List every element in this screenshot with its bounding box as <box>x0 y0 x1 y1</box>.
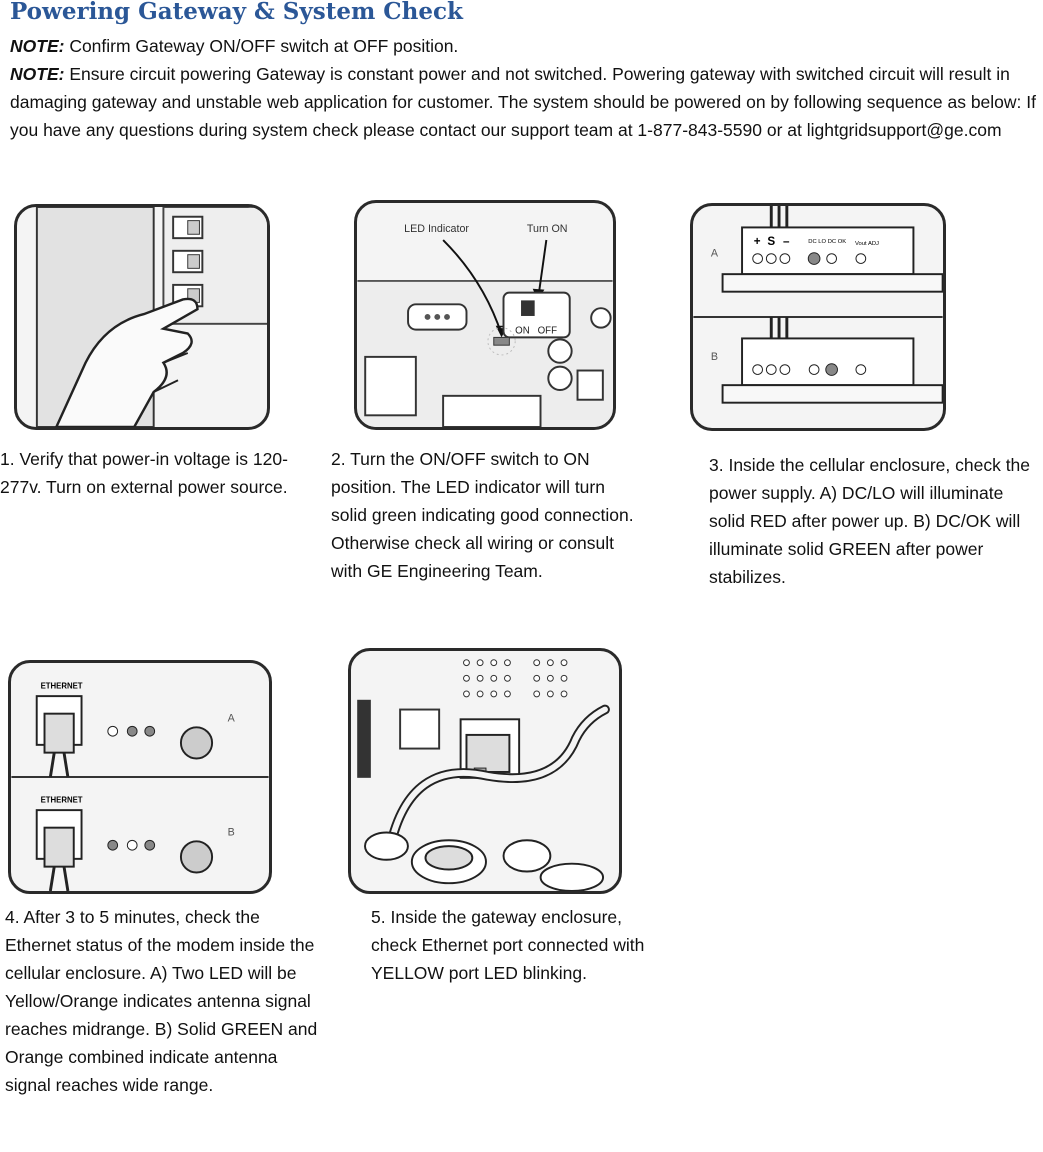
note-constant-power <box>10 60 1043 144</box>
panel-a-label: A <box>227 712 235 725</box>
ethernet-label: ETHERNET <box>40 681 83 691</box>
vout-label: Vout ADJ <box>855 240 879 247</box>
step3-caption: 3. Inside the cellular enclosure, check the power supply. A) DC/LO will illuminate solid RED after power up. B) DC/OK will illuminate solid GREEN after power stabilizes. <box>709 455 1031 587</box>
step4-caption: 4. After 3 to 5 minutes, check the Ethernet status of the modem inside the cellular enclosure. A) Two LED will be Yellow/Orange indicates antenna signal reaches midrange. B) Solid GREEN and Orange combined indicate antenna signal reaches wide range. <box>5 907 318 1095</box>
step5-caption: 5. Inside the gateway enclosure, check Ethernet port connected with YELLOW port LED blinking. <box>371 907 645 983</box>
page-title: Powering Gateway & System Check <box>10 0 463 25</box>
switch-off-label: OFF <box>537 325 558 337</box>
dcok-label: DC OK <box>827 239 847 245</box>
note-text: Ensure circuit powering Gateway is constant power and not switched. Powering gateway with switched circuit will result in damaging gateway and unstable web application for customer. The system should be powered on by following sequence as below: If you have any questions during system check please contact our support team at 1-877-843-5590 or at lightgridsupport@ge.com <box>10 64 1036 140</box>
minus-label: – <box>782 234 790 248</box>
led-indicator-label: LED Indicator <box>404 223 470 236</box>
plus-label: + <box>753 234 761 248</box>
panel-b-label: B <box>227 826 235 839</box>
step4-modem-image <box>8 660 272 894</box>
step2-gateway-board-image <box>354 200 616 430</box>
note-label: NOTE: <box>10 64 65 84</box>
panel-b-label: B <box>710 350 719 363</box>
step2-caption: 2. Turn the ON/OFF switch to ON position. The LED indicator will turn solid green indicating good connection. Otherwise check all wiring or consult with GE Engineering Team. <box>331 449 634 581</box>
note-label: NOTE: <box>10 36 65 56</box>
ethernet-label: ETHERNET <box>40 795 83 805</box>
turn-on-label: Turn ON <box>526 223 568 236</box>
step1-caption: 1. Verify that power-in voltage is 120-277v. Turn on external power source. <box>0 449 288 497</box>
step3-power-supply-image <box>690 203 946 431</box>
step5-enclosure-image <box>348 648 622 894</box>
note-off-switch <box>10 32 1043 60</box>
s-label: S <box>767 234 776 248</box>
step1-breaker-image <box>14 204 270 430</box>
switch-on-label: ON <box>515 325 530 337</box>
note-text: Confirm Gateway ON/OFF switch at OFF position. <box>64 36 459 56</box>
panel-a-label: A <box>710 247 719 260</box>
dclo-label: DC LO <box>808 239 827 245</box>
